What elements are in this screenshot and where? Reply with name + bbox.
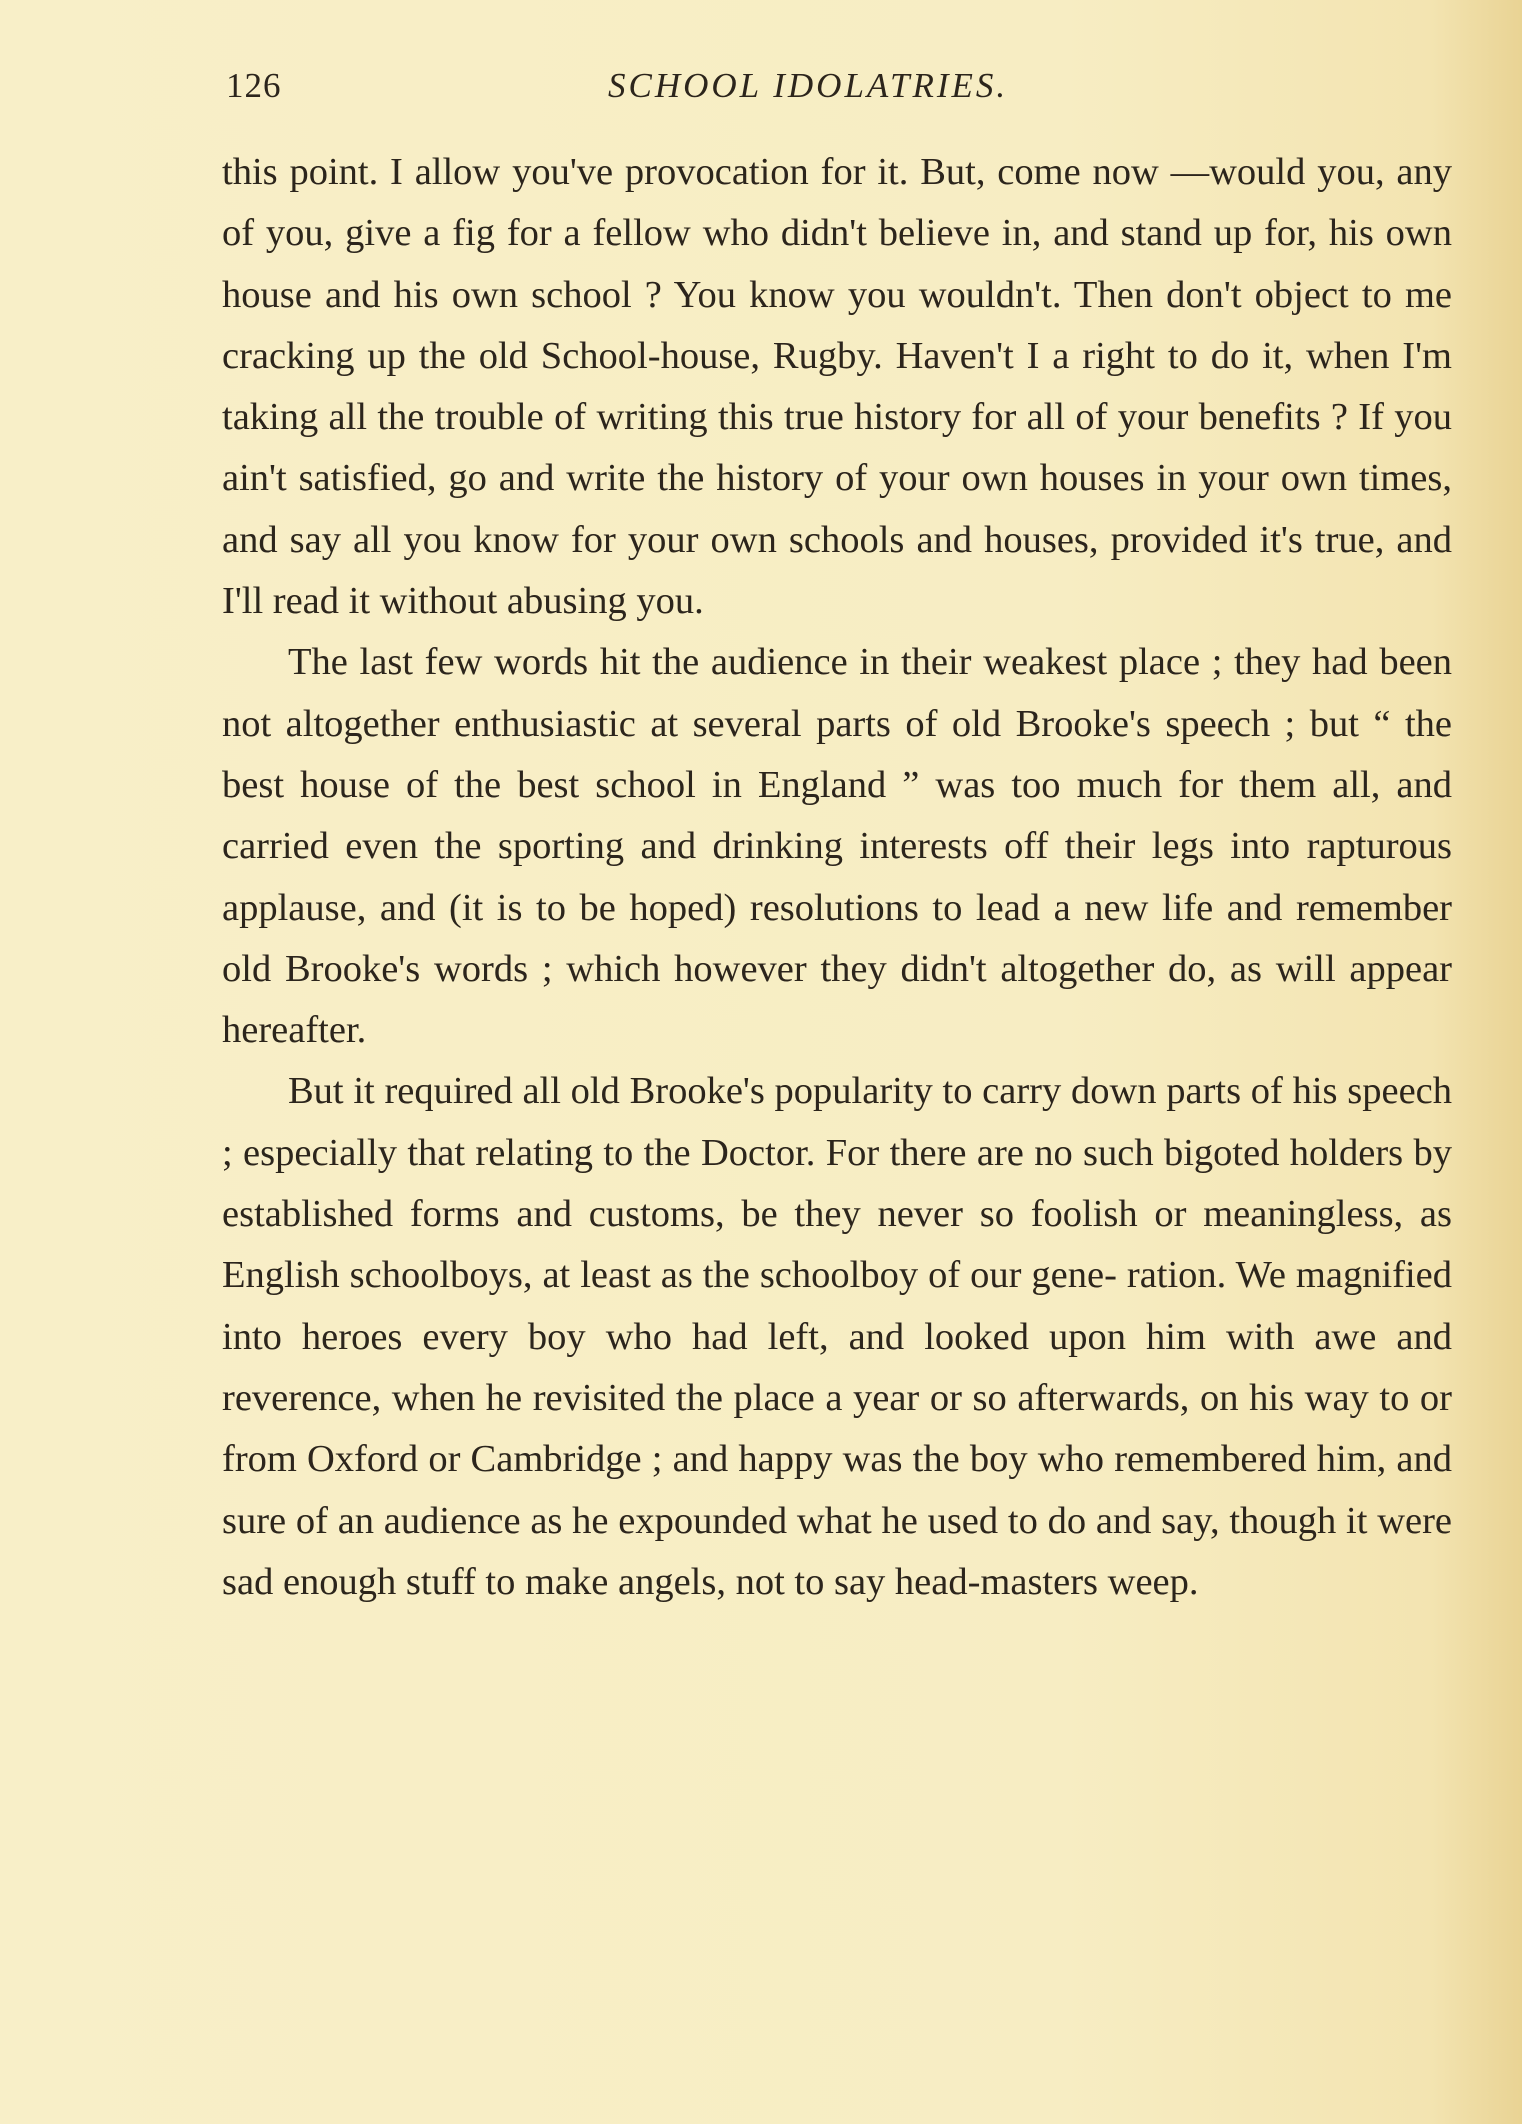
- paragraph-continued: this point. I allow you've provocation for it. But, come now —would you, any of you, give a fig for a fellow who didn't believe in, and stand up for, his own house and his own school ? You know you wouldn't. Then don't object to me cracking up the old School-house, Rugby. Haven't I a right to do it, when I'm taking all the trouble of writing this true history for all of your benefits ? If you ain't satisfied, go and write the history of your own houses in your own times, and say all you know for your own schools and houses, provided it's true, and I'll read it without abusing you.: [222, 151, 1452, 623]
- paragraph-audience-reaction: The last few words hit the audience in their weakest place ; they had been not altogether enthusiastic at several parts of old Brooke's speech ; but “ the best house of the best school in England ” was too much for them all, and carried even the sporting and drinking interests off their legs into rapturous applause, and (it is to be hoped) resolutions to lead a new life and remember old Brooke's words ; which however they didn't altogether do, as will appear hereafter.: [222, 641, 1452, 1052]
- paragraph-school-idolatries: But it required all old Brooke's popularity to carry down parts of his speech ; especially that relating to the Doctor. For there are no such bigoted holders by established forms and customs, be they never so foolish or meaningless, as English schoolboys, at least as the schoolboy of our gene- ration. We magnified into heroes every boy who had left, and looked upon him with awe and reverence, when he revisited the place a year or so afterwards, on his way to or from Oxford or Cambridge ; and happy was the boy who remembered him, and sure of an audience as he expounded what he used to do and say, though it were sad enough stuff to make angels, not to say head-masters weep.: [222, 1070, 1452, 1603]
- page-number: 126: [226, 66, 282, 105]
- chapter-title: SCHOOL IDOLATRIES.: [608, 66, 1009, 105]
- body-text: [222, 142, 1452, 1613]
- running-head: [226, 66, 1446, 116]
